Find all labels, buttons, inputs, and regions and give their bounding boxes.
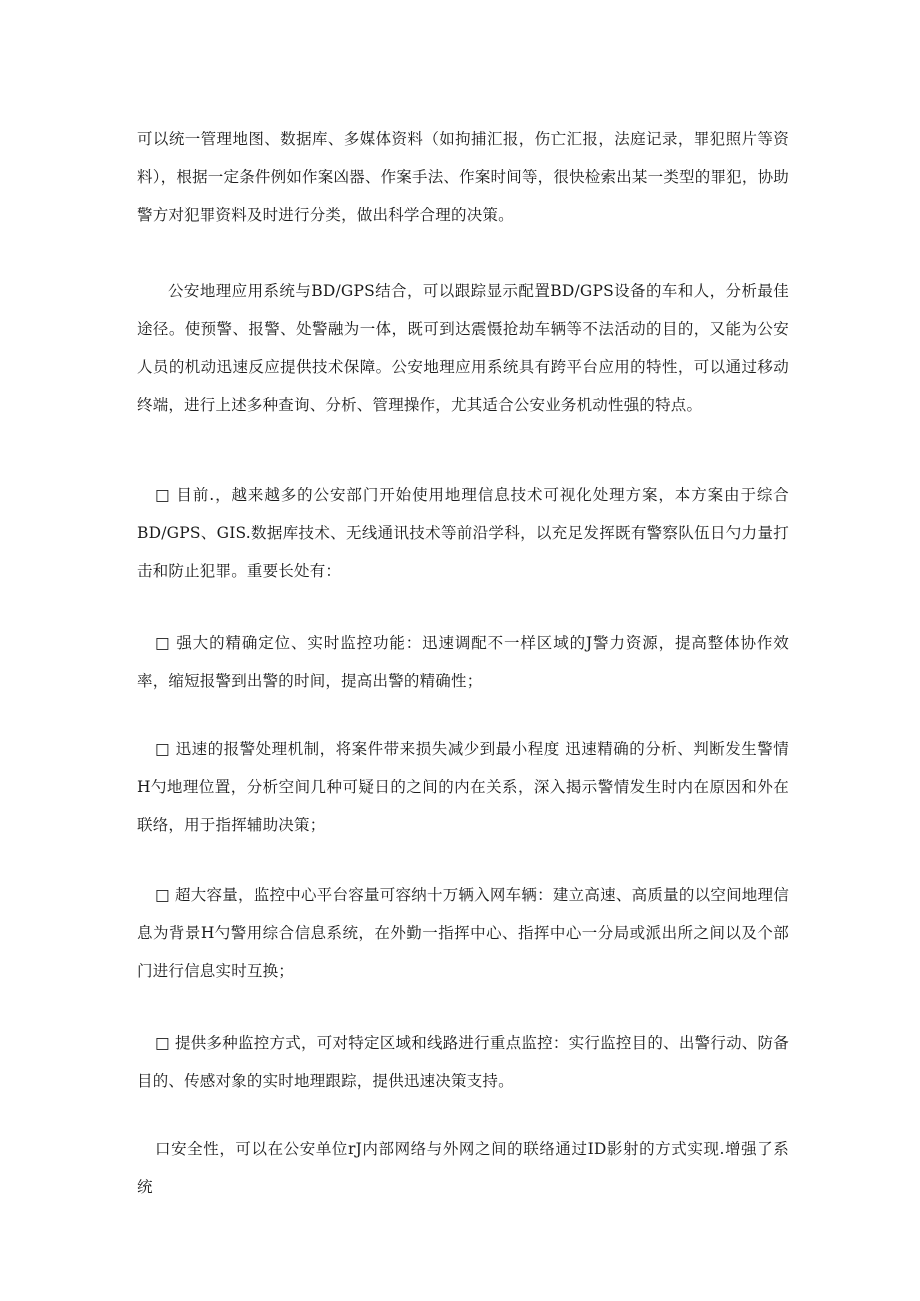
paragraph-multimedia-management: 可以统一管理地图、数据库、多媒体资料（如拘捕汇报，伤亡汇报，法庭记录，罪犯照片等资料），根据一定条件例如作案凶器、作案手法、作案时间等，很快检索出某一类型的罪犯，协助警方对犯罪资料及时进行分类，做出科学合理的决策。 [137, 130, 789, 224]
paragraph-bd-gps-integration: 公安地理应用系统与BD/GPS结合，可以跟踪显示配置BD/GPS设备的车和人，分析最佳途径。使预警、报警、处警融为一体，既可到达震慑抢劫车辆等不法活动的目的，又能为公安人员的机动迅速反应提供技术保障。公安地理应用系统具有跨平台应用的特性，可以通过移动终端，进行上述多种查询、分析、管理操作，尤其适合公安业务机动性强的特点。 [137, 282, 789, 414]
bullet-security: 口安全性，可以在公安单位rJ内部网络与外网之间的联络通过ID影射的方式实现.增强了系统 [137, 1140, 789, 1196]
paragraph-current-status: □ 目前.，越来越多的公安部门开始使用地理信息技术可视化处理方案，本方案由于综合BD/GPS、GIS.数据库技术、无线通讯技术等前沿学科，以充足发挥既有警察队伍日勺力量打击和防止犯罪。重要长处有： [137, 486, 789, 580]
bullet-large-capacity: □ 超大容量，监控中心平台容量可容纳十万辆入网车辆：建立高速、高质量的以空间地理信息为背景H勺警用综合信息系统，在外勤一指挥中心、指挥中心一分局或派出所之间以及个部门进行信息实时互换； [137, 886, 789, 980]
bullet-monitoring-methods: □ 提供多种监控方式，可对特定区域和线路进行重点监控：实行监控目的、出警行动、防备目的、传感对象的实时地理跟踪，提供迅速决策支持。 [137, 1034, 789, 1090]
bullet-rapid-alarm-processing: □ 迅速的报警处理机制，将案件带来损失减少到最小程度 迅速精确的分析、判断发生警情H勺地理位置，分析空间几种可疑日的之间的内在关系，深入揭示警情发生时内在原因和外在联络，用于指挥辅助决策； [137, 740, 789, 834]
bullet-precise-positioning: □ 强大的精确定位、实时监控功能：迅速调配不一样区域的J警力资源，提高整体协作效率，缩短报警到出警的时间，提高出警的精确性； [137, 634, 789, 690]
